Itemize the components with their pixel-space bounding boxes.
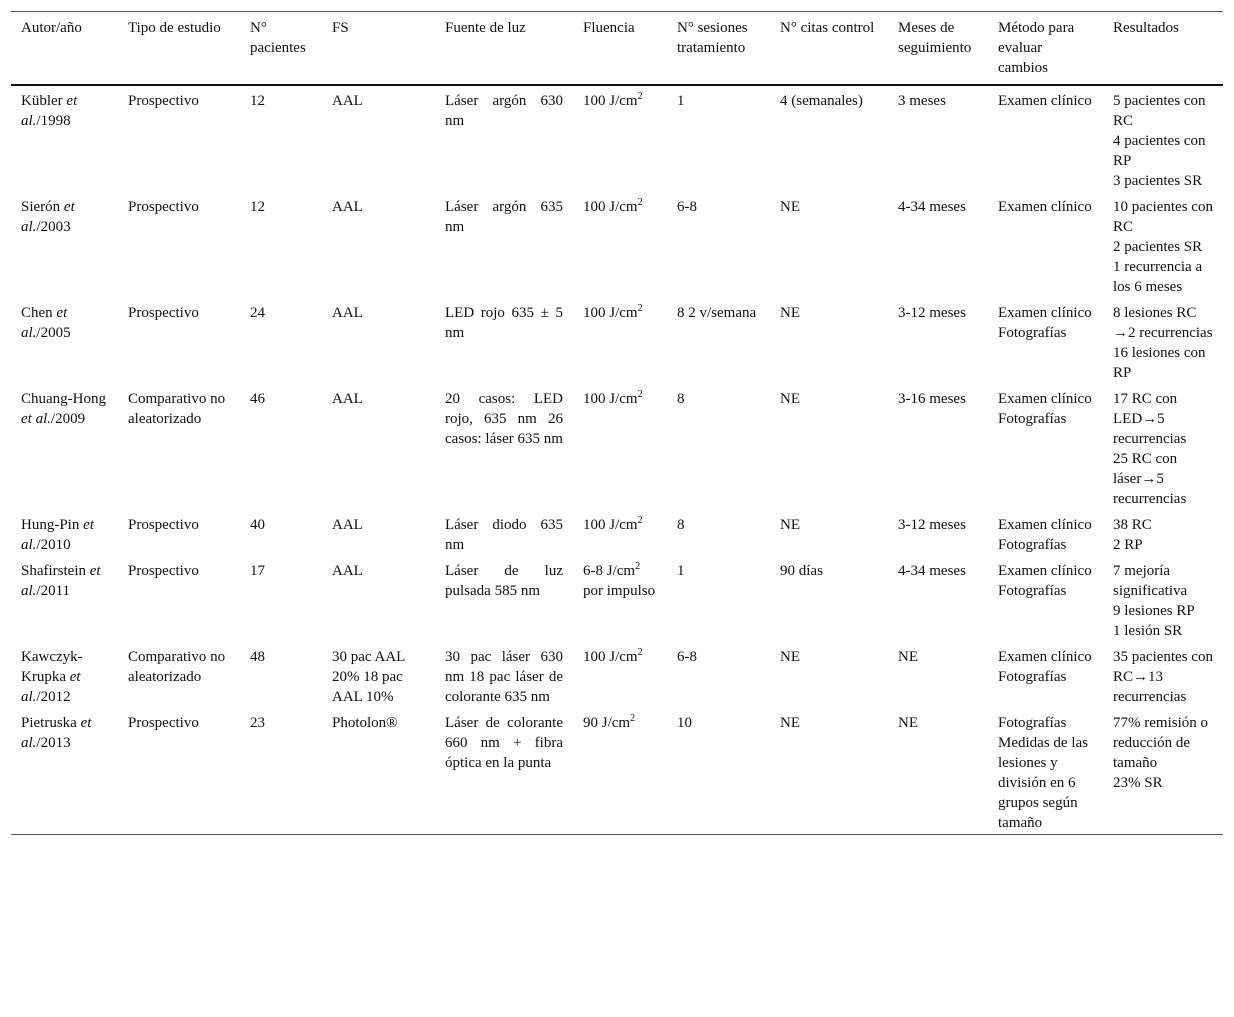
cell-sesiones: 6-8 bbox=[677, 649, 697, 665]
cell-citas: NE bbox=[780, 391, 800, 407]
studies-table bbox=[11, 11, 1223, 835]
header-autor: Autor/año bbox=[21, 20, 82, 36]
resultado-line: 2 RP bbox=[1113, 537, 1143, 553]
cell-pacientes: 23 bbox=[250, 715, 265, 731]
cell-fuente-luz: Láser diodo 635 nm bbox=[445, 517, 563, 553]
author-year: /1998 bbox=[36, 113, 71, 129]
cell-pacientes: 17 bbox=[250, 563, 265, 579]
fluencia-value: 100 J/cm bbox=[583, 649, 638, 665]
table-row bbox=[11, 510, 1223, 556]
cell-citas: NE bbox=[780, 715, 800, 731]
fluencia-exponent: 2 bbox=[637, 647, 643, 658]
author-year: /2010 bbox=[36, 537, 71, 553]
author-etal: et al. bbox=[21, 305, 68, 341]
cell-pacientes: 46 bbox=[250, 391, 265, 407]
cell-metodo: Examen clínico bbox=[998, 199, 1092, 215]
cell-pacientes: 40 bbox=[250, 517, 265, 533]
author-name: Kawczyk-Krupka bbox=[21, 649, 83, 685]
cell-meses: NE bbox=[898, 649, 918, 665]
header-fs: FS bbox=[332, 20, 349, 36]
header-row bbox=[11, 12, 1223, 86]
cell-fluencia bbox=[573, 556, 667, 642]
author-year: /2011 bbox=[36, 583, 71, 599]
table-row bbox=[11, 708, 1223, 835]
cell-pacientes: 24 bbox=[250, 305, 265, 321]
studies-table-container bbox=[11, 11, 1223, 835]
cell-autor bbox=[11, 384, 118, 510]
cell-fs: 30 pac AAL 20% 18 pac AAL 10% bbox=[332, 649, 405, 705]
cell-sesiones: 8 2 v/semana bbox=[677, 305, 757, 321]
cell-tipo: Prospectivo bbox=[128, 199, 199, 215]
resultado-line: 35 pacientes con RC→13 recurrencias bbox=[1113, 649, 1213, 705]
cell-tipo: Prospectivo bbox=[128, 517, 199, 533]
cell-meses: 3-16 meses bbox=[898, 391, 966, 407]
cell-fuente-luz: Láser argón 635 nm bbox=[445, 199, 563, 235]
cell-fs: AAL bbox=[332, 517, 363, 533]
header-meses: Meses de seguimiento bbox=[898, 20, 972, 56]
cell-metodo: Examen clínico Fotografías bbox=[998, 391, 1092, 427]
resultado-line: 1 recurrencia a los 6 meses bbox=[1113, 259, 1203, 295]
author-etal: et al. bbox=[21, 669, 81, 705]
cell-pacientes: 12 bbox=[250, 93, 265, 109]
cell-autor bbox=[11, 708, 118, 835]
fluencia-exponent: 2 bbox=[637, 515, 643, 526]
cell-tipo: Prospectivo bbox=[128, 305, 199, 321]
resultado-line: 2 pacientes SR bbox=[1113, 239, 1203, 255]
cell-fuente-luz: LED rojo 635 ± 5 nm bbox=[445, 305, 563, 341]
cell-fluencia bbox=[573, 510, 667, 556]
cell-resultados bbox=[1103, 556, 1223, 642]
cell-autor bbox=[11, 556, 118, 642]
cell-meses: 3-12 meses bbox=[898, 305, 966, 321]
cell-fuente-luz: 20 casos: LED rojo, 635 nm 26 casos: láser 635 nm bbox=[445, 391, 563, 447]
cell-pacientes: 12 bbox=[250, 199, 265, 215]
cell-fuente-luz: 30 pac láser 630 nm 18 pac láser de colorante 635 nm bbox=[445, 649, 563, 705]
cell-tipo: Prospectivo bbox=[128, 563, 199, 579]
cell-sesiones: 8 bbox=[677, 391, 685, 407]
resultado-line: 77% remisión o reducción de tamaño bbox=[1113, 715, 1208, 771]
cell-sesiones: 1 bbox=[677, 563, 685, 579]
cell-resultados bbox=[1103, 642, 1223, 708]
cell-fluencia bbox=[573, 298, 667, 384]
header-fuente-luz: Fuente de luz bbox=[445, 20, 526, 36]
cell-sesiones: 6-8 bbox=[677, 199, 697, 215]
author-name: Hung-Pin bbox=[21, 517, 80, 533]
fluencia-value: 100 J/cm bbox=[583, 93, 638, 109]
fluencia-exponent: 2 bbox=[637, 389, 643, 400]
resultado-line: 5 pacientes con RC bbox=[1113, 93, 1206, 129]
fluencia-value: 100 J/cm bbox=[583, 517, 638, 533]
author-name: Shafirstein bbox=[21, 563, 86, 579]
table-body bbox=[11, 85, 1223, 835]
author-etal: et al. bbox=[21, 411, 51, 427]
resultado-line: 38 RC bbox=[1113, 517, 1152, 533]
author-year: /2009 bbox=[51, 411, 86, 427]
cell-fuente-luz: Láser de colorante 660 nm + fibra óptica en la punta bbox=[445, 715, 563, 771]
cell-fs: AAL bbox=[332, 563, 363, 579]
fluencia-value: 90 J/cm bbox=[583, 715, 631, 731]
table-row bbox=[11, 298, 1223, 384]
author-etal: et al. bbox=[21, 563, 101, 599]
cell-fs: AAL bbox=[332, 305, 363, 321]
author-etal: et al. bbox=[21, 93, 78, 129]
fluencia-value: 100 J/cm bbox=[583, 391, 638, 407]
table-row bbox=[11, 192, 1223, 298]
fluencia-exponent: 2 bbox=[630, 713, 636, 724]
fluencia-value: 6-8 J/cm bbox=[583, 563, 636, 579]
resultado-line: 4 pacientes con RP bbox=[1113, 133, 1206, 169]
cell-metodo: Fotografías Medidas de las lesiones y división en 6 grupos según tamaño bbox=[998, 715, 1088, 831]
author-etal: et al. bbox=[21, 715, 92, 751]
cell-meses: 3 meses bbox=[898, 93, 946, 109]
cell-resultados bbox=[1103, 708, 1223, 835]
author-name: Pietruska bbox=[21, 715, 77, 731]
cell-tipo: Prospectivo bbox=[128, 715, 199, 731]
cell-metodo: Examen clínico bbox=[998, 93, 1092, 109]
cell-fuente-luz: Láser de luz pulsada 585 nm bbox=[445, 563, 563, 599]
author-year: /2013 bbox=[36, 735, 71, 751]
table-row bbox=[11, 384, 1223, 510]
cell-autor bbox=[11, 192, 118, 298]
resultado-line: 25 RC con láser→5 recurrencias bbox=[1113, 451, 1187, 507]
cell-metodo: Examen clínico Fotografías bbox=[998, 563, 1092, 599]
cell-sesiones: 10 bbox=[677, 715, 692, 731]
cell-fluencia bbox=[573, 384, 667, 510]
cell-fs: AAL bbox=[332, 199, 363, 215]
resultado-line: 3 pacientes SR bbox=[1113, 173, 1203, 189]
cell-resultados bbox=[1103, 298, 1223, 384]
cell-fluencia bbox=[573, 192, 667, 298]
author-name: Chuang-Hong bbox=[21, 391, 106, 407]
resultado-line: 8 lesiones RC →2 recurrencias bbox=[1113, 305, 1213, 341]
cell-resultados bbox=[1103, 510, 1223, 556]
cell-meses: NE bbox=[898, 715, 918, 731]
cell-autor bbox=[11, 642, 118, 708]
cell-citas: 90 días bbox=[780, 563, 823, 579]
fluencia-exponent: 2 bbox=[637, 303, 643, 314]
cell-autor bbox=[11, 510, 118, 556]
author-year: /2012 bbox=[36, 689, 71, 705]
header-resultados: Resultados bbox=[1113, 20, 1179, 36]
cell-metodo: Examen clínico Fotografías bbox=[998, 305, 1092, 341]
header-citas: N° citas control bbox=[780, 20, 875, 36]
cell-fs: AAL bbox=[332, 391, 363, 407]
header-tipo: Tipo de estudio bbox=[128, 20, 221, 36]
cell-fluencia bbox=[573, 85, 667, 192]
cell-fs: Photolon® bbox=[332, 715, 398, 731]
cell-fluencia bbox=[573, 708, 667, 835]
table-row bbox=[11, 556, 1223, 642]
cell-citas: NE bbox=[780, 199, 800, 215]
resultado-line: 9 lesiones RP bbox=[1113, 603, 1195, 619]
author-etal: et al. bbox=[21, 517, 94, 553]
fluencia-exponent: 2 bbox=[637, 91, 643, 102]
cell-tipo: Prospectivo bbox=[128, 93, 199, 109]
cell-fluencia bbox=[573, 642, 667, 708]
cell-citas: NE bbox=[780, 649, 800, 665]
cell-autor bbox=[11, 298, 118, 384]
cell-sesiones: 8 bbox=[677, 517, 685, 533]
author-name: Sierón bbox=[21, 199, 61, 215]
resultado-line: 10 pacientes con RC bbox=[1113, 199, 1213, 235]
cell-pacientes: 48 bbox=[250, 649, 265, 665]
resultado-line: 7 mejoría significativa bbox=[1113, 563, 1188, 599]
fluencia-exponent: 2 bbox=[635, 561, 641, 572]
cell-meses: 4-34 meses bbox=[898, 199, 966, 215]
cell-metodo: Examen clínico Fotografías bbox=[998, 517, 1092, 553]
cell-metodo: Examen clínico Fotografías bbox=[998, 649, 1092, 685]
cell-tipo: Comparativo no aleatorizado bbox=[128, 649, 226, 685]
cell-meses: 4-34 meses bbox=[898, 563, 966, 579]
cell-autor bbox=[11, 85, 118, 192]
author-name: Kübler bbox=[21, 93, 63, 109]
cell-resultados bbox=[1103, 85, 1223, 192]
cell-sesiones: 1 bbox=[677, 93, 685, 109]
cell-fs: AAL bbox=[332, 93, 363, 109]
resultado-line: 23% SR bbox=[1113, 775, 1163, 791]
cell-citas: 4 (semanales) bbox=[780, 93, 863, 109]
table-row bbox=[11, 642, 1223, 708]
table-row bbox=[11, 85, 1223, 192]
fluencia-value: 100 J/cm bbox=[583, 305, 638, 321]
fluencia-extra: por impulso bbox=[583, 583, 656, 599]
cell-tipo: Comparativo no aleatorizado bbox=[128, 391, 226, 427]
header-metodo: Método para evaluar cambios bbox=[998, 20, 1075, 76]
cell-resultados bbox=[1103, 384, 1223, 510]
resultado-line: 17 RC con LED→5 recurrencias bbox=[1113, 391, 1187, 447]
author-name: Chen bbox=[21, 305, 53, 321]
cell-resultados bbox=[1103, 192, 1223, 298]
author-year: /2005 bbox=[36, 325, 71, 341]
resultado-line: 1 lesión SR bbox=[1113, 623, 1183, 639]
cell-meses: 3-12 meses bbox=[898, 517, 966, 533]
header-fluencia: Fluencia bbox=[583, 20, 635, 36]
fluencia-value: 100 J/cm bbox=[583, 199, 638, 215]
header-pacientes: N° pacientes bbox=[250, 20, 306, 56]
fluencia-exponent: 2 bbox=[637, 197, 643, 208]
header-sesiones: N° sesiones tratamiento bbox=[677, 20, 748, 56]
author-year: /2003 bbox=[36, 219, 71, 235]
cell-fuente-luz: Láser argón 630 nm bbox=[445, 93, 563, 129]
author-etal: et al. bbox=[21, 199, 75, 235]
resultado-line: 16 lesiones con RP bbox=[1113, 345, 1206, 381]
cell-citas: NE bbox=[780, 517, 800, 533]
cell-citas: NE bbox=[780, 305, 800, 321]
